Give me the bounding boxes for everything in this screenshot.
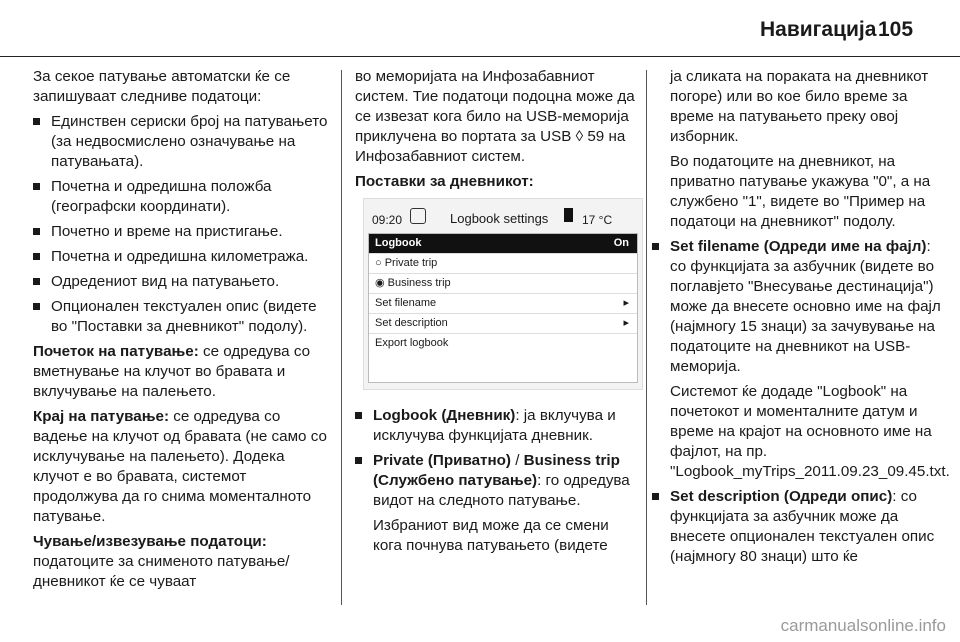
menu-item-business-trip[interactable] bbox=[369, 274, 637, 294]
settings-list bbox=[368, 233, 638, 383]
list-item-set-filename bbox=[652, 237, 948, 377]
trip-start-paragraph bbox=[33, 342, 333, 402]
save-data-label: Чување/извезување податоци: bbox=[33, 533, 267, 550]
menu-item-label: Set filename bbox=[375, 297, 437, 309]
menu-item-label: Private trip bbox=[384, 257, 438, 269]
list-item-trip-type bbox=[355, 451, 635, 511]
menu-item-label: Export logbook bbox=[375, 337, 449, 349]
list-item: Почетна и одредишна километража. bbox=[33, 247, 333, 267]
page-number: 105 bbox=[878, 18, 914, 41]
logbook-data-paragraph: Во податоците на дневникот, на приватно патување укажува "0", а на службено "1", видете во "Пример на податоци на дневникот" подолу. bbox=[670, 153, 931, 230]
logbook-toggle-value: On bbox=[613, 237, 629, 249]
trip-start-label: Почеток на патување: bbox=[33, 343, 199, 360]
column-2 bbox=[355, 67, 635, 561]
set-filename-text: : со функцијата за азбучник (видете во поглавјето "Внесување дестинација") може да внесете основно име на фајл (најмногу 15 знаци) за зачувување на податоците на дневникот на USB-меморија. bbox=[670, 238, 941, 375]
save-data-text: податоците за снименото патување/дневникот ќе се чуваат bbox=[33, 553, 290, 590]
menu-item-label: Logbook bbox=[375, 237, 422, 249]
chevron-right-icon: ▸ bbox=[623, 317, 629, 329]
screen-temperature: 17 °C bbox=[582, 213, 613, 227]
logbook-option-label: Logbook (Дневник) bbox=[373, 407, 516, 424]
private-option-label: Private (Приватно) bbox=[373, 452, 511, 469]
page-header-title: Навигација bbox=[760, 18, 877, 41]
menu-item-export-logbook[interactable] bbox=[369, 334, 637, 353]
screen-status-bar bbox=[368, 205, 636, 229]
header-rule bbox=[0, 56, 960, 57]
list-item: Одредениот вид на патувањето. bbox=[33, 272, 333, 292]
intro-paragraph: За секое патување автоматски ќе се запишуваат следниве податоци: bbox=[33, 68, 291, 105]
trip-type-text: : го одредува видот на следното патување. bbox=[373, 472, 630, 509]
list-item: Почетно и време на пристигање. bbox=[33, 222, 333, 242]
chevron-right-icon: ▸ bbox=[623, 297, 629, 309]
trip-end-paragraph bbox=[33, 407, 333, 527]
logbook-settings-screenshot bbox=[363, 198, 643, 390]
menu-item-label: Business trip bbox=[387, 277, 451, 289]
memory-paragraph: во меморијата на Инфозабавниот систем. Тие податоци подоцна може да се извезат кога било на USB-меморија приклучена во портата за USB ◊ 59 на Инфозабавниот систем. bbox=[355, 68, 635, 165]
column-divider-2 bbox=[646, 70, 647, 605]
save-data-paragraph bbox=[33, 532, 333, 592]
radio-selected-icon: ◉ bbox=[375, 277, 388, 289]
column-1 bbox=[33, 67, 333, 597]
logbook-settings-heading: Поставки за дневникот: bbox=[355, 173, 534, 190]
option-separator: / bbox=[511, 452, 524, 469]
menu-item-label: Set description bbox=[375, 317, 448, 329]
set-description-label: Set description (Одреди опис) bbox=[670, 488, 893, 505]
trip-start-text: се одредува со вметнување на клучот во бравата и вклучување на палењето. bbox=[33, 343, 311, 400]
set-filename-label: Set filename (Одреди име на фајл) bbox=[670, 238, 927, 255]
logbook-icon bbox=[410, 208, 426, 224]
menu-item-logbook[interactable] bbox=[369, 234, 637, 254]
menu-item-private-trip[interactable] bbox=[369, 254, 637, 274]
logbook-option-text: : ја вклучува и исклучува функцијата дневник. bbox=[373, 407, 616, 444]
watermark: carmanualsonline.info bbox=[780, 616, 946, 635]
column-divider-1 bbox=[341, 70, 342, 605]
screen-title: Logbook settings bbox=[450, 211, 549, 226]
list-item: Опционален текстуален опис (видете во "Поставки за дневникот" подолу). bbox=[33, 297, 333, 337]
trip-end-label: Крај на патување: bbox=[33, 408, 170, 425]
menu-item-set-filename[interactable] bbox=[369, 294, 637, 314]
radio-icon: ○ bbox=[375, 257, 385, 269]
trip-type-continuation: Избраниот вид може да се смени кога почнува патувањето (видете bbox=[373, 517, 609, 554]
filename-example-paragraph: Системот ќе додаде "Logbook" на почетокот и моменталните датум и време на крајот на основното име на фајлот, на пр. "Logbook_myTrips_2011.09.23_09.45.txt. bbox=[670, 383, 950, 480]
trip-end-text: се одредува со вадење на клучот од бравата (не само со исклучување на палењето). Додека клучот е во бравата, системот продолжува да го снима моменталното патување. bbox=[33, 408, 327, 525]
list-item-set-description bbox=[652, 487, 948, 567]
continuation-paragraph: ја сликата на пораката на дневникот погоре) или во кое било време за време на патувањето преку овој изборник. bbox=[670, 68, 929, 145]
screen-time: 09:20 bbox=[372, 213, 403, 227]
set-description-text: : со функцијата за азбучник може да внесете опционален текстуален опис (најмногу 80 знаци) што ќе bbox=[670, 488, 935, 565]
list-item: Почетна и одредишна положба (географски координати). bbox=[33, 177, 333, 217]
list-item: Единствен сериски број на патувањето (за недвосмислено означување на патувањата). bbox=[33, 112, 333, 172]
list-item-logbook bbox=[355, 406, 635, 446]
phone-icon bbox=[564, 208, 573, 222]
business-option-label: Business trip (Службено патување) bbox=[373, 452, 620, 489]
column-3 bbox=[652, 67, 948, 572]
menu-item-set-description[interactable] bbox=[369, 314, 637, 334]
